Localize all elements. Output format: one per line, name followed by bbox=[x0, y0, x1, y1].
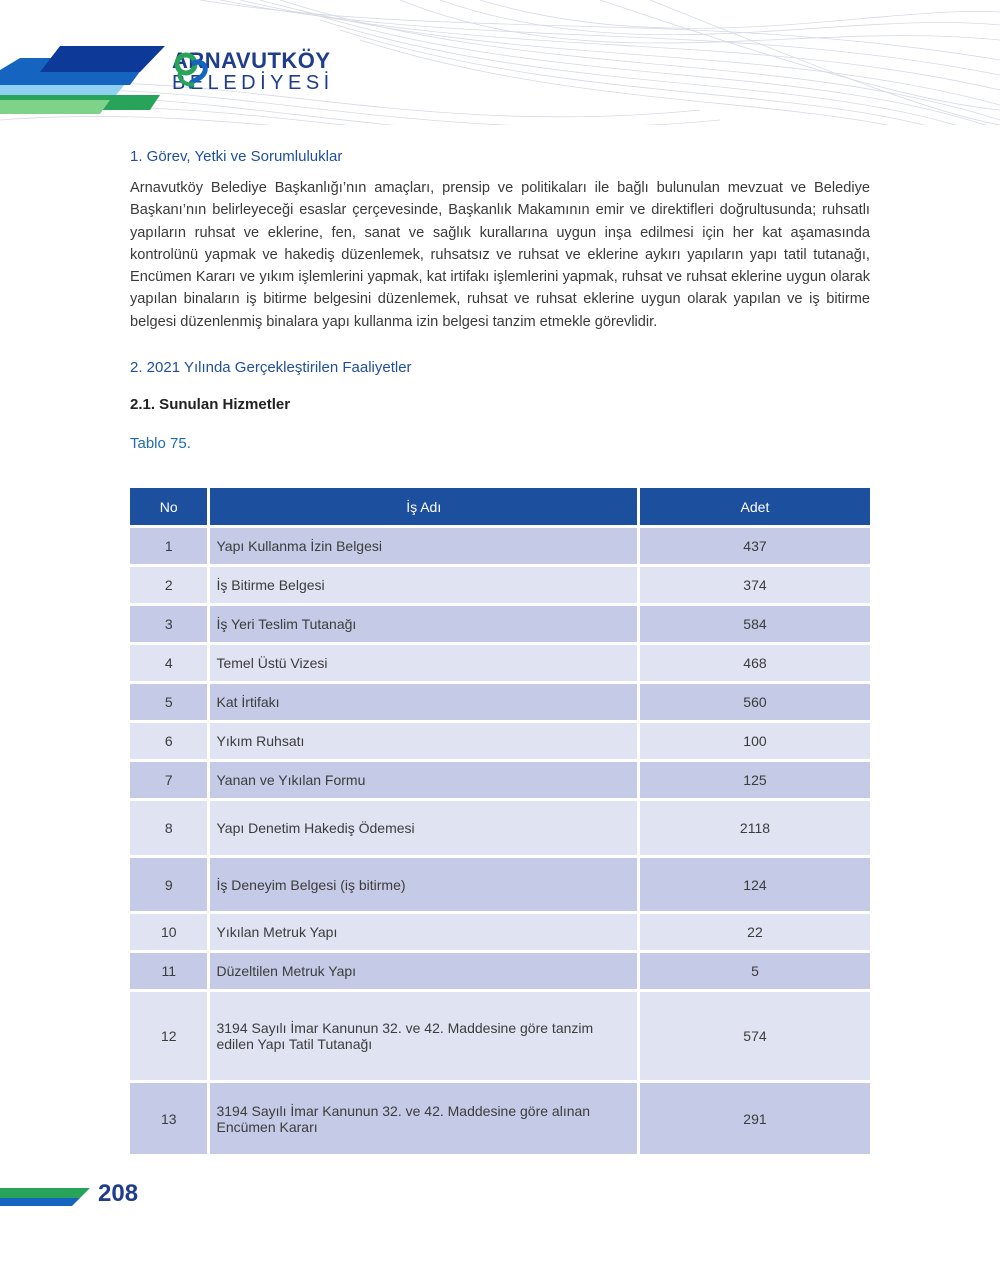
row-count: 2118 bbox=[640, 801, 870, 858]
row-count: 374 bbox=[640, 567, 870, 606]
table-header-row bbox=[130, 488, 870, 528]
services-table bbox=[130, 488, 870, 1157]
row-name: Yapı Kullanma İzin Belgesi bbox=[210, 528, 639, 567]
brand-name-line2: BELEDİYESİ bbox=[172, 72, 334, 94]
table-row bbox=[130, 762, 870, 801]
row-name: Temel Üstü Vizesi bbox=[210, 645, 639, 684]
row-name: İş Deneyim Belgesi (iş bitirme) bbox=[210, 858, 639, 914]
row-no: 9 bbox=[130, 858, 210, 914]
row-name: İş Yeri Teslim Tutanağı bbox=[210, 606, 639, 645]
brand-logo bbox=[172, 50, 334, 93]
row-no: 13 bbox=[130, 1083, 210, 1157]
brand-logo-icon bbox=[172, 50, 214, 92]
row-no: 4 bbox=[130, 645, 210, 684]
row-count: 574 bbox=[640, 992, 870, 1083]
row-count: 5 bbox=[640, 953, 870, 992]
row-count: 100 bbox=[640, 723, 870, 762]
row-name: Yapı Denetim Hakediş Ödemesi bbox=[210, 801, 639, 858]
row-no: 10 bbox=[130, 914, 210, 953]
table-row bbox=[130, 992, 870, 1083]
row-no: 7 bbox=[130, 762, 210, 801]
row-name: 3194 Sayılı İmar Kanunun 32. ve 42. Maddesine göre tanzim edilen Yapı Tatil Tutanağı bbox=[210, 992, 639, 1083]
header-name: İş Adı bbox=[210, 488, 639, 528]
table-row bbox=[130, 1083, 870, 1157]
row-count: 22 bbox=[640, 914, 870, 953]
row-name: Düzeltilen Metruk Yapı bbox=[210, 953, 639, 992]
section1-heading: 1. Görev, Yetki ve Sorumluluklar bbox=[130, 148, 343, 165]
table-row bbox=[130, 645, 870, 684]
row-count: 124 bbox=[640, 858, 870, 914]
table-row bbox=[130, 606, 870, 645]
table-caption: Tablo 75. bbox=[130, 435, 191, 453]
table-row bbox=[130, 723, 870, 762]
row-count: 437 bbox=[640, 528, 870, 567]
row-count: 125 bbox=[640, 762, 870, 801]
table-row bbox=[130, 684, 870, 723]
page-header bbox=[0, 0, 1000, 125]
row-count: 560 bbox=[640, 684, 870, 723]
row-no: 12 bbox=[130, 992, 210, 1083]
header-count: Adet bbox=[640, 488, 870, 528]
row-name: 3194 Sayılı İmar Kanunun 32. ve 42. Maddesine göre alınan Encümen Kararı bbox=[210, 1083, 639, 1157]
row-count: 468 bbox=[640, 645, 870, 684]
row-no: 8 bbox=[130, 801, 210, 858]
table-row bbox=[130, 567, 870, 606]
row-no: 5 bbox=[130, 684, 210, 723]
row-no: 1 bbox=[130, 528, 210, 567]
row-no: 2 bbox=[130, 567, 210, 606]
row-name: Yıkılan Metruk Yapı bbox=[210, 914, 639, 953]
header-decoration bbox=[0, 0, 1000, 125]
row-count: 291 bbox=[640, 1083, 870, 1157]
row-no: 3 bbox=[130, 606, 210, 645]
table-row bbox=[130, 858, 870, 914]
row-name: Yanan ve Yıkılan Formu bbox=[210, 762, 639, 801]
row-count: 584 bbox=[640, 606, 870, 645]
page-number: 208 bbox=[98, 1180, 139, 1207]
brand-name-line1: ARNAVUTKÖY bbox=[172, 48, 331, 73]
table-row bbox=[130, 801, 870, 858]
section2-heading: 2. 2021 Yılında Gerçekleştirilen Faaliyetler bbox=[130, 359, 412, 377]
row-no: 6 bbox=[130, 723, 210, 762]
row-no: 11 bbox=[130, 953, 210, 992]
table-row bbox=[130, 528, 870, 567]
table-row bbox=[130, 953, 870, 992]
row-name: İş Bitirme Belgesi bbox=[210, 567, 639, 606]
table-row bbox=[130, 914, 870, 953]
section2-subheading: 2.1. Sunulan Hizmetler bbox=[130, 396, 291, 414]
row-name: Yıkım Ruhsatı bbox=[210, 723, 639, 762]
row-name: Kat İrtifakı bbox=[210, 684, 639, 723]
header-no: No bbox=[130, 488, 210, 528]
main-content bbox=[130, 148, 870, 452]
section1-body: Arnavutköy Belediye Başkanlığı’nın amaçları, prensip ve politikaları ile bağlı bulunulan mevzuat ve Belediye Başkanı’nın belirleyeceği esaslar çerçevesinde, Başkanlık Makamının emir ve direktifleri doğrultusunda; ruhsatlı yapıların ruhsat ve eklerine, fen, sanat ve sağlık kurallarına uygun inşa edilmesi için her kat aşamasında kontrolünü yapmak ve hakediş düzenlemek, ruhsatsız ve ruhsat ve eklerine aykırı yapıların yapı tatil tutanağı, Encümen Kararı ve yıkım işlemlerini yapmak, kat irtifakı işlemlerini yapmak, ruhsat ve ruhsat eklerine uygun olarak yapılan binaların iş bitirme belgesini düzenlemek, ruhsat ve ruhsat eklerine uygun olarak yapılan ve iş bitirme belgesi düzenlenmiş binalara yapı kullanma izin belgesi tanzim etmekle görevlidir. bbox=[130, 180, 870, 330]
